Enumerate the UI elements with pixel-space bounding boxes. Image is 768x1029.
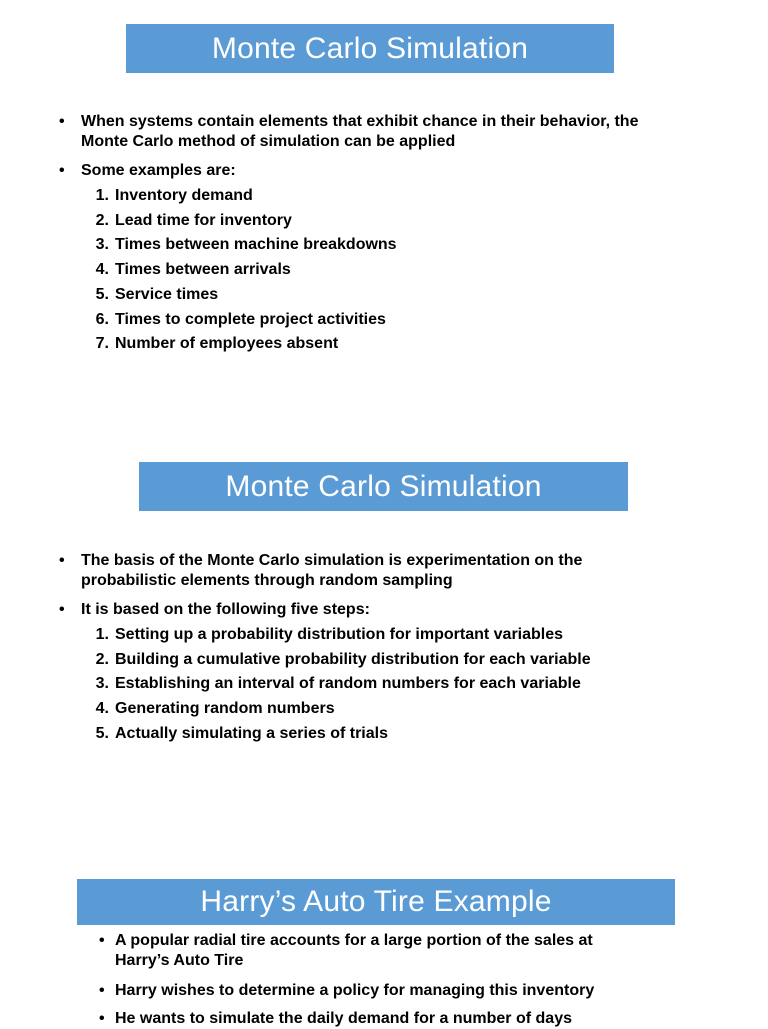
list-number: 5. [95,286,109,303]
bullet-dot-icon: • [59,601,65,618]
list-number: 1. [95,626,109,643]
list-text: Number of employees absent [115,335,339,352]
list-text: Times between arrivals [115,261,291,278]
list-number: 3. [95,675,109,692]
list-text: Setting up a probability distribution for important variables [115,626,564,643]
list-number: 7. [95,335,109,352]
list-number: 4. [95,261,109,278]
list-text: Times between machine breakdowns [115,236,397,253]
slide3-title-bar [77,879,675,925]
bullet-text-line2: Harry’s Auto Tire [115,952,244,969]
bullet-text-line1: He wants to simulate the daily demand for a number of days [115,1010,572,1027]
list-text: Building a cumulative probability distribution for each variable [115,651,591,668]
list-text: Actually simulating a series of trials [115,725,388,742]
slide2-title: Monte Carlo Simulation [225,469,542,503]
list-number: 3. [95,236,109,253]
bullet-text-line1: It is based on the following five steps: [81,601,370,618]
bullet-text-line1: Harry wishes to determine a policy for managing this inventory [115,982,595,999]
list-text: Establishing an interval of random numbers for each variable [115,675,581,692]
list-text: Service times [115,286,219,303]
list-number: 2. [95,651,109,668]
bullet-text-line1: The basis of the Monte Carlo simulation is experimentation on the [81,552,583,569]
bullet-text-line1: When systems contain elements that exhibit chance in their behavior, the [81,113,639,130]
list-number: 2. [95,212,109,229]
bullet-dot-icon: • [99,1010,105,1027]
list-number: 5. [95,725,109,742]
slide1-title-bar [126,24,614,73]
bullet-text-line2: probabilistic elements through random sampling [81,572,453,589]
list-number: 6. [95,311,109,328]
bullet-dot-icon: • [59,113,65,130]
bullet-text-line1: Some examples are: [81,162,236,179]
list-text: Times to complete project activities [115,311,386,328]
bullet-dot-icon: • [59,162,65,179]
slide2-title-bar [139,462,628,511]
list-number: 4. [95,700,109,717]
list-number: 1. [95,187,109,204]
bullet-dot-icon: • [99,932,105,949]
bullet-text-line1: A popular radial tire accounts for a large portion of the sales at [115,932,593,949]
list-text: Generating random numbers [115,700,335,717]
bullet-text-line2: Monte Carlo method of simulation can be applied [81,133,456,150]
list-text: Lead time for inventory [115,212,292,229]
slide3-title: Harry’s Auto Tire Example [200,885,552,918]
bullet-dot-icon: • [59,552,65,569]
bullet-dot-icon: • [99,982,105,999]
slide1-title: Monte Carlo Simulation [211,31,529,65]
list-text: Inventory demand [115,187,253,204]
